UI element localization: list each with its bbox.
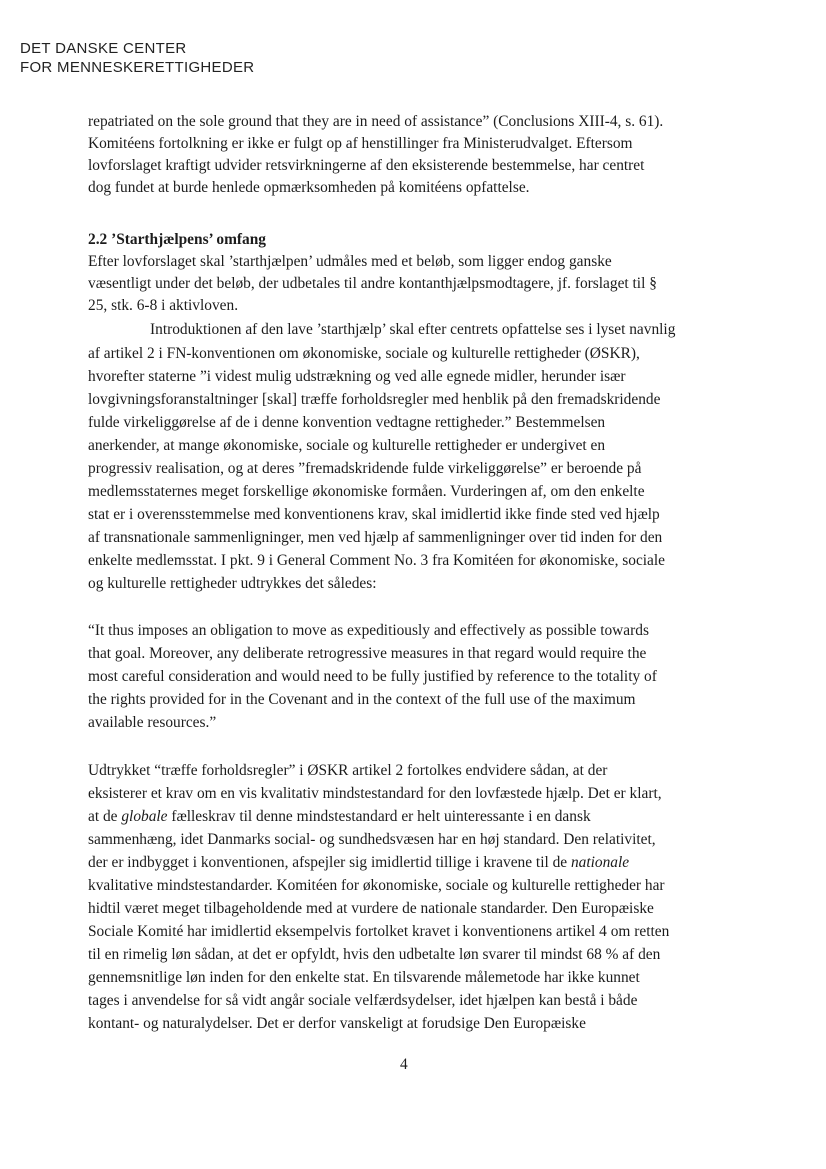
paragraph-line: lovgivningsforanstaltninger [skal] træffe forholdsregler med henblik på den fremadskridende (88, 391, 661, 408)
paragraph-line (88, 806, 591, 828)
intro-line: lovforslaget kraftigt udvider retsvirkningerne af den eksisterende bestemmelse, har centret (88, 157, 645, 174)
paragraph-line: enkelte medlemsstat. I pkt. 9 i General Comment No. 3 fra Komitéen for økonomiske, sociale (88, 552, 665, 569)
paragraph-line: Udtrykket “træffe forholdsregler” i ØSKR artikel 2 fortolkes endvidere sådan, at der (88, 762, 608, 779)
section-line: væsentligt under det beløb, der udbetales til andre kontanthjælpsmodtagere, jf. forslaget til § (88, 275, 657, 292)
quote-line: the rights provided for in the Covenant and in the context of the full use of the maximum (88, 691, 636, 708)
header-line-2: FOR MENNESKERETTIGHEDER (20, 59, 255, 76)
quote-line: available resources.” (88, 714, 217, 731)
section-heading: 2.2 ’Starthjælpens’ omfang (88, 231, 266, 248)
paragraph-line: stat er i overensstemmelse med konventionens krav, skal imidlertid ikke finde sted ved hjælp (88, 506, 660, 523)
intro-line: repatriated on the sole ground that they are in need of assistance” (Conclusions XIII-4, s. 61). (88, 113, 664, 130)
paragraph-line: hidtil været meget tilbageholdende med at vurdere de nationale standarder. Den Europæiske (88, 900, 654, 917)
paragraph-line: hvorefter staterne ”i videst mulig udstrækning og ved alle egnede midler, herunder især (88, 368, 626, 385)
paragraph-line: medlemsstaternes meget forskellige økonomiske formåen. Vurderingen af, om den enkelte (88, 483, 645, 500)
section-line: 25, stk. 6-8 i aktivloven. (88, 297, 239, 314)
paragraph-line: progressiv realisation, og at deres ”fremadskridende fulde virkeliggørelse” er beroende på (88, 460, 642, 477)
header-line-1: DET DANSKE CENTER (20, 40, 187, 57)
paragraph-line: af artikel 2 i FN-konventionen om økonomiske, sociale og kulturelle rettigheder (ØSKR), (88, 345, 640, 362)
paragraph-first-line: Introduktionen af den lave ’starthjælp’ skal efter centrets opfattelse ses i lyset navnlig (150, 321, 676, 338)
paragraph-line: Sociale Komité har imidlertid eksempelvis fortolket kravet i konventionens artikel 4 om retten (88, 923, 670, 940)
paragraph-line: til en rimelig løn sådan, at det er opfyldt, hvis den udbetalte løn svarer til mindst 68 % af den (88, 946, 661, 963)
intro-line: Komitéens fortolkning er ikke er fulgt op af henstillinger fra Ministerudvalget. Eftersom (88, 135, 633, 152)
text-run: fælleskrav til denne mindstestandard er helt uinteressante i en dansk (167, 808, 591, 825)
text-run: der er indbygget i konventionen, afspejler sig imidlertid tillige i kravene til de (88, 854, 571, 871)
paragraph-line: fulde virkeliggørelse af de i denne konvention vedtagne rettigheder.” Bestemmelsen (88, 414, 606, 431)
intro-line: dog fundet at burde henlede opmærksomheden på komitéens opfattelse. (88, 179, 530, 196)
page-header (20, 39, 254, 77)
text-run: at de (88, 808, 122, 825)
paragraph-line: anerkender, at mange økonomiske, sociale og kulturelle rettigheder er undergivet en (88, 437, 606, 454)
emphasis-globale: globale (121, 808, 168, 825)
paragraph-line: eksisterer et krav om en vis kvalitativ mindstestandard for den lovfæstede hjælp. Det er klart, (88, 785, 662, 802)
paragraph-line: og kulturelle rettigheder udtrykkes det således: (88, 575, 377, 592)
emphasis-nationale: nationale (570, 854, 630, 871)
paragraph-line: af transnationale sammenligninger, men ved hjælp af sammenligninger over tid inden for den (88, 529, 663, 546)
quote-line: most careful consideration and would need to be fully justified by reference to the totality of (88, 668, 657, 685)
paragraph-line: gennemsnitlige løn inden for den enkelte stat. En tilsvarende målemetode har ikke kunnet (88, 969, 640, 986)
paragraph-line: kvalitative mindstestandarder. Komitéen for økonomiske, sociale og kulturelle rettigheder har (88, 877, 665, 894)
paragraph-line (88, 852, 629, 874)
paragraph-line: sammenhæng, idet Danmarks social- og sundhedsvæsen har en høj standard. Den relativitet, (88, 831, 656, 848)
quote-line: that goal. Moreover, any deliberate retrogressive measures in that regard would require the (88, 645, 647, 662)
page-number: 4 (400, 1056, 408, 1073)
section-line: Efter lovforslaget skal ’starthjælpen’ udmåles med et beløb, som ligger endog ganske (88, 253, 612, 270)
quote-line: “It thus imposes an obligation to move as expeditiously and effectively as possible towards (88, 622, 649, 639)
paragraph-line: kontant- og naturalydelser. Det er derfor vanskeligt at forudsige Den Europæiske (88, 1015, 586, 1032)
paragraph-line: tages i anvendelse for så vidt angår sociale velfærdsydelser, idet hjælpen kan bestå i både (88, 992, 638, 1009)
